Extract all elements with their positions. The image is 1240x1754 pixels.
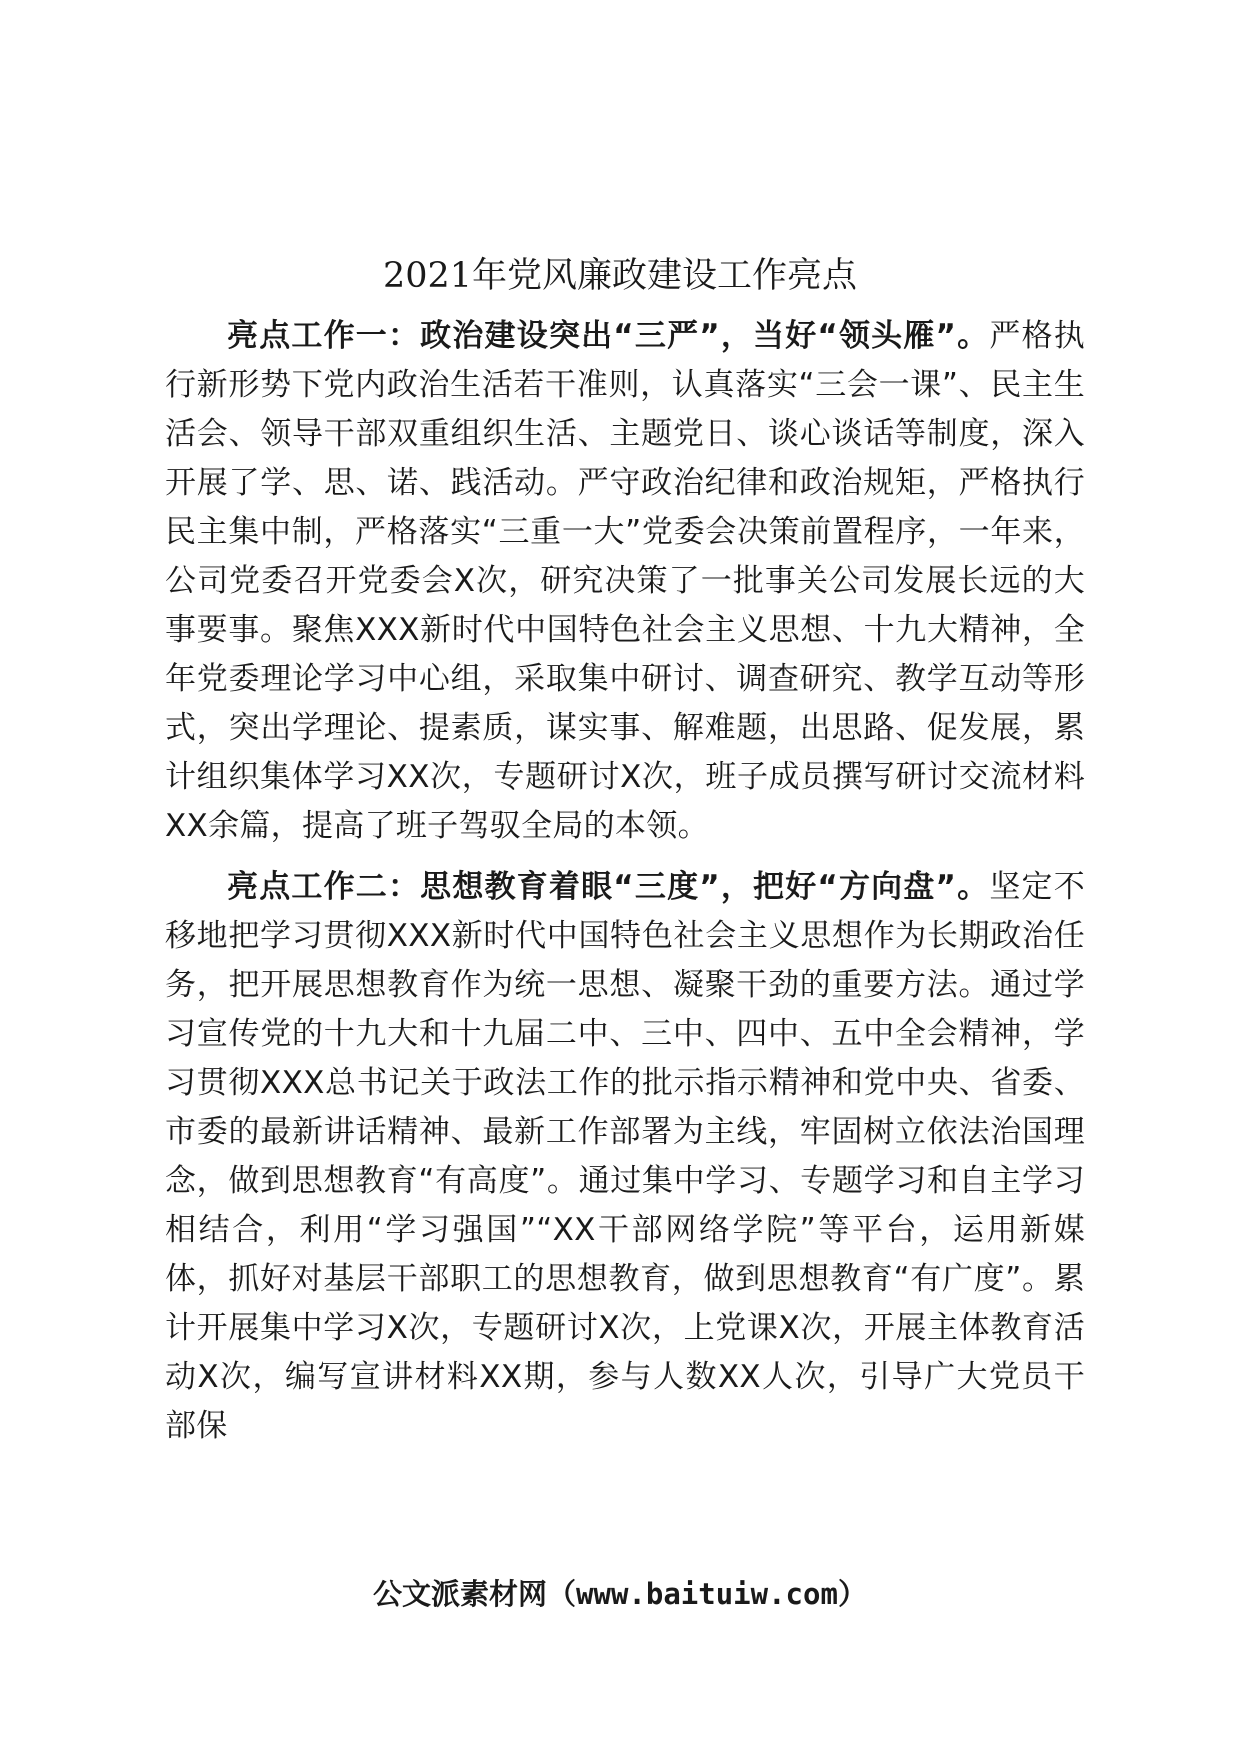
paragraph-lead: 亮点工作一：政治建设突出“三严”，当好“领头雁”。 <box>227 318 990 354</box>
paragraph-text: 严格执行新形势下党内政治生活若干准则，认真落实“三会一课”、民主生活会、领导干部双重组织生活、主题党日、谈心谈话等制度，深入开展了学、思、诺、践活动。严守政治纪律和政治规矩，严格执行民主集中制，严格落实“三重一大”党委会决策前置程序，一年来，公司党委召开党委会X次，研究决策了一批事关公司发展长远的大事要事。聚焦XXX新时代中国特色社会主义思想、十九大精神，全年党委理论学习中心组，采取集中研讨、调查研究、教学互动等形式，突出学理论、提素质，谋实事、解难题，出思路、促发展，累计组织集体学习XX次，专题研讨X次，班子成员撰写研讨交流材料XX余篇，提高了班子驾驭全局的本领。 <box>165 318 1085 844</box>
document-title: 2021年党风廉政建设工作亮点 <box>382 256 858 296</box>
footer-site: （www.baituiw.com） <box>547 1577 867 1611</box>
page-footer <box>0 1574 1240 1614</box>
paragraph-highlight-1 <box>165 312 1085 851</box>
paragraph-lead: 亮点工作二：思想教育着眼“三度”，把好“方向盘”。 <box>227 869 990 905</box>
footer-label: 公文派素材网 <box>373 1577 548 1611</box>
document-body <box>165 312 1085 1463</box>
paragraph-text: 坚定不移地把学习贯彻XXX新时代中国特色社会主义思想作为长期政治任务，把开展思想教育作为统一思想、凝聚干劲的重要方法。通过学习宣传党的十九大和十九届二中、三中、四中、五中全会精神，学习贯彻XXX总书记关于政法工作的批示指示精神和党中央、省委、市委的最新讲话精神、最新工作部署为主线，牢固树立依法治国理念，做到思想教育“有高度”。通过集中学习、专题学习和自主学习相结合，利用“学习强国”“XX干部网络学院”等平台，运用新媒体，抓好对基层干部职工的思想教育，做到思想教育“有广度”。累计开展集中学习X次，专题研讨X次，上党课X次，开展主体教育活动X次，编写宣讲材料XX期，参与人数XX人次，引导广大党员干部保 <box>165 869 1085 1444</box>
paragraph-highlight-2 <box>165 863 1085 1451</box>
